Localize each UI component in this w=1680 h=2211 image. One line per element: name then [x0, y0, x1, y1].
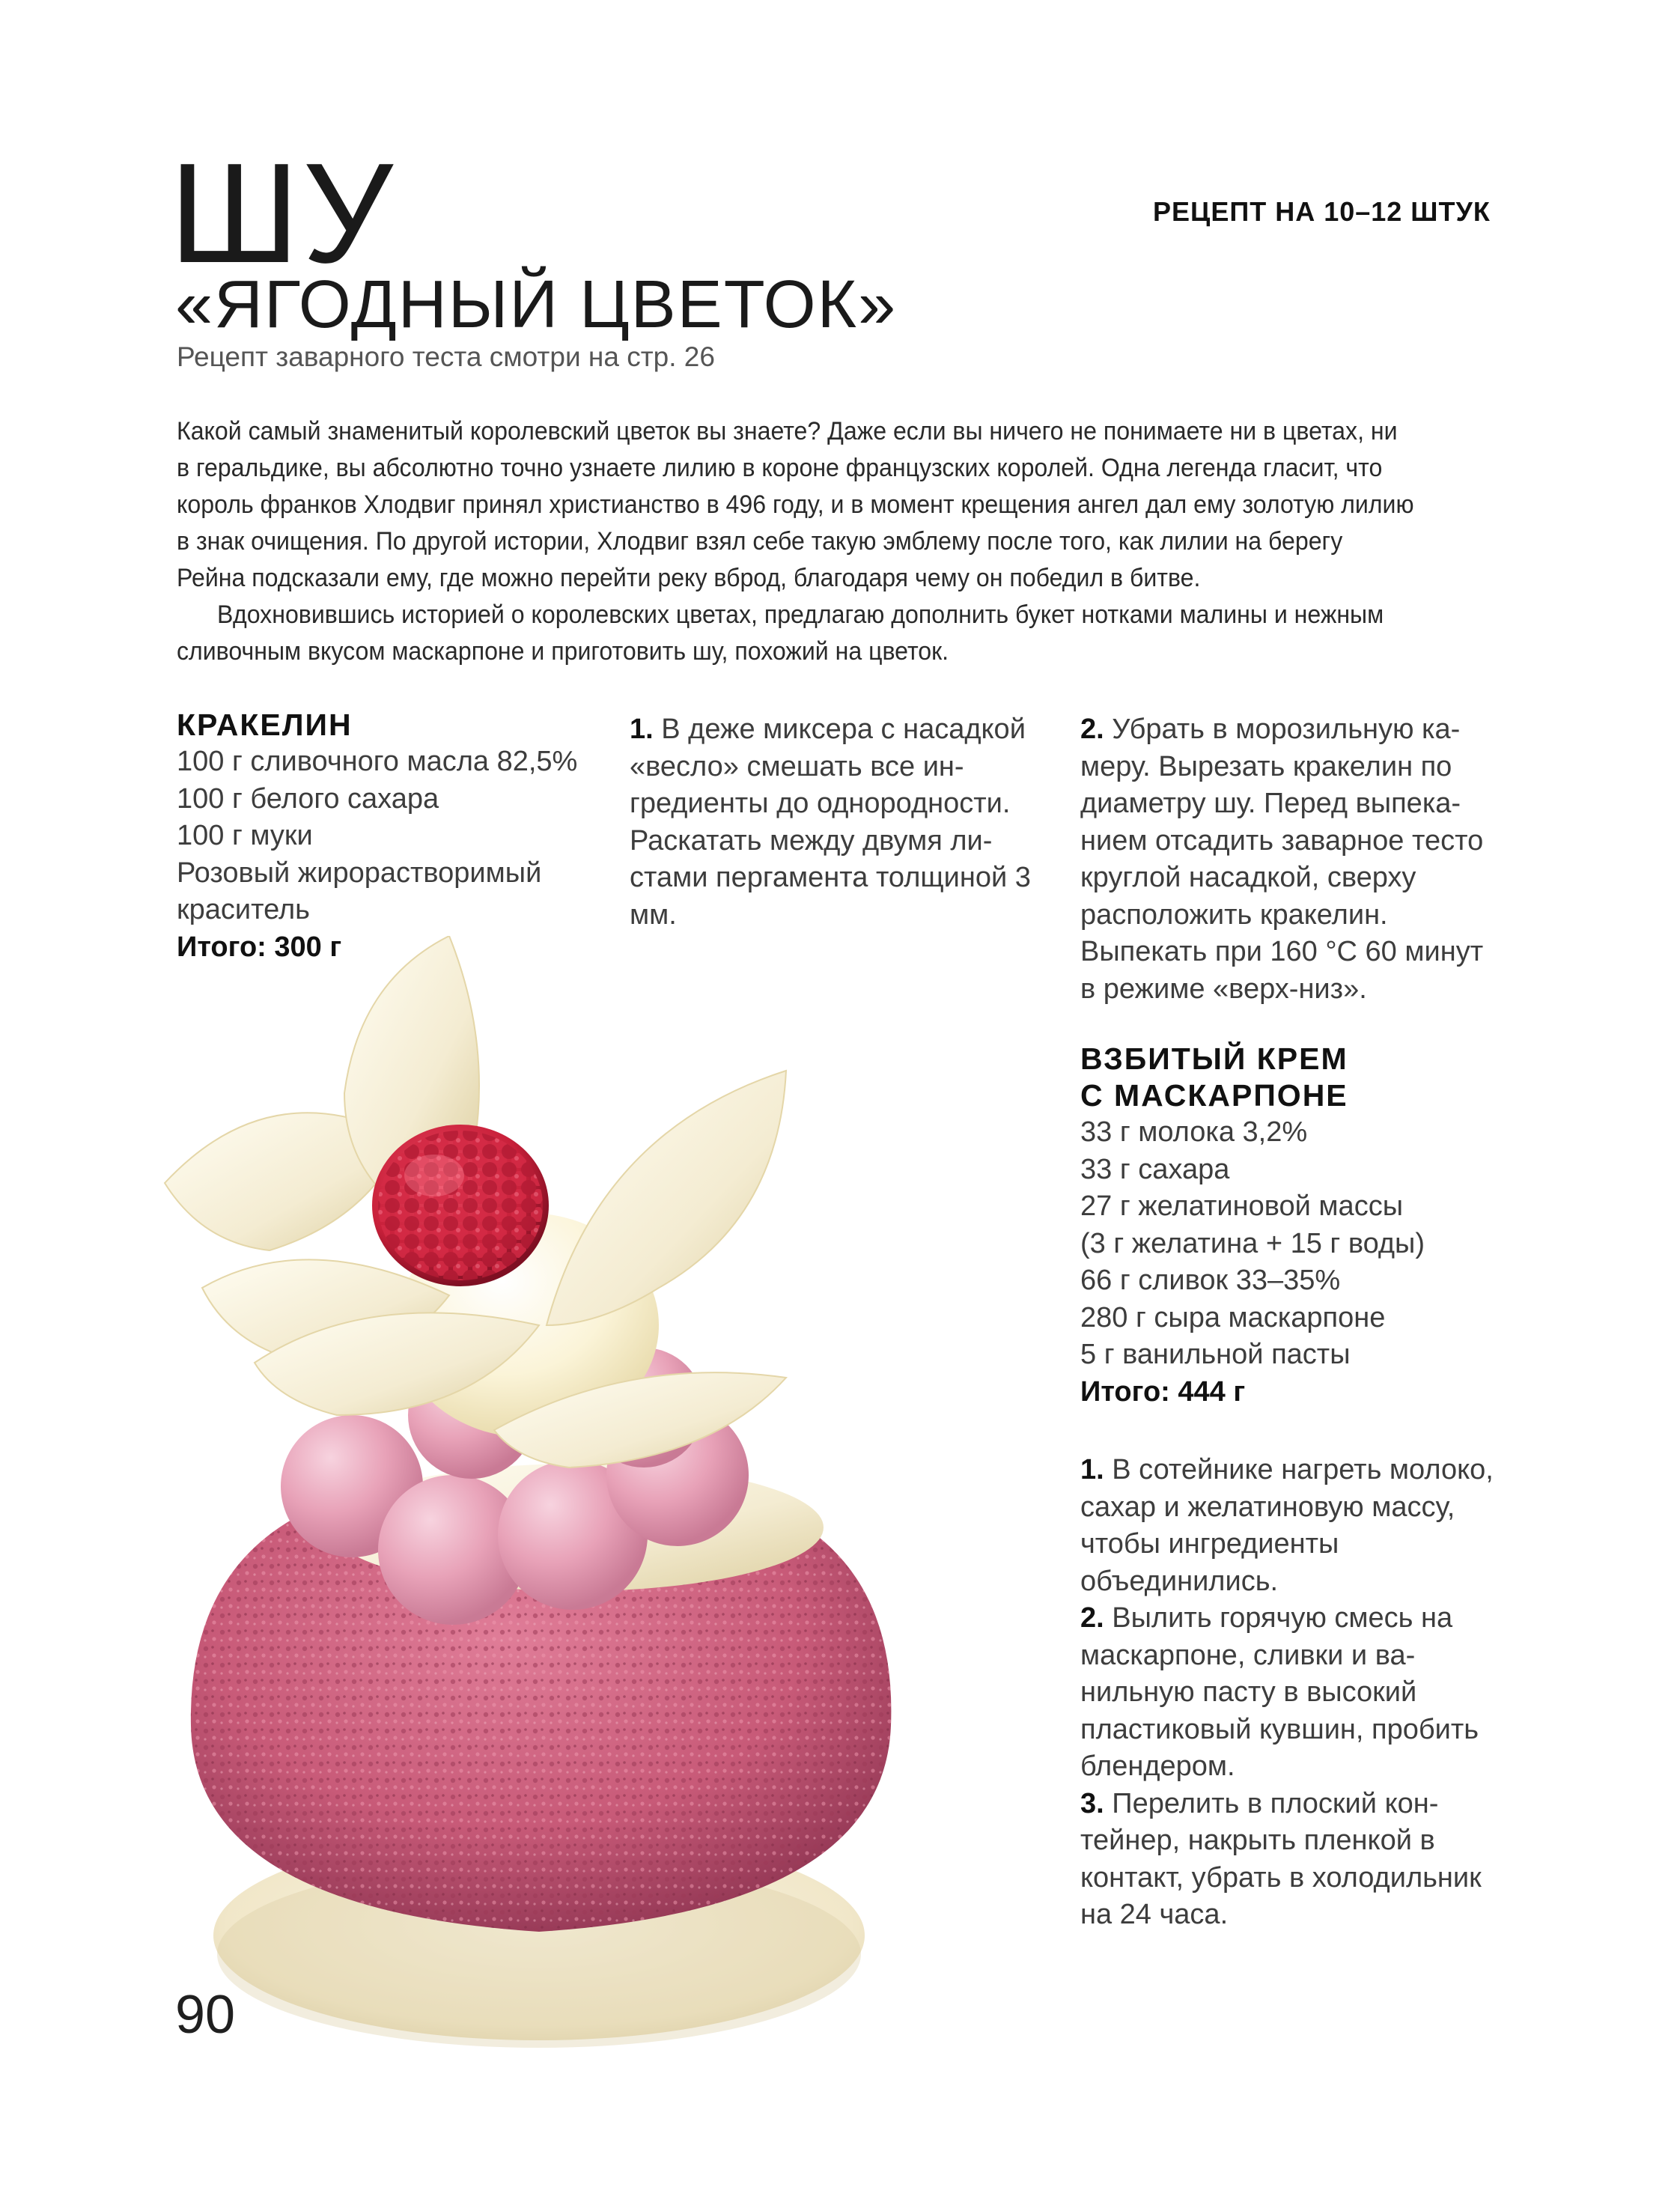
recipe-yield: РЕЦЕПТ НА 10–12 ШТУК: [1153, 196, 1491, 227]
dough-reference: Рецепт заварного теста смотри на стр. 26: [177, 341, 715, 372]
section-heading: КРАКЕЛИН: [177, 708, 353, 742]
method-step: [1080, 1600, 1500, 1786]
ingredient-line: (3 г желатина + 15 г воды): [1080, 1227, 1425, 1259]
page-number: 90: [175, 1985, 236, 2045]
ingredient-line: Розовый жирорастворимый краситель: [177, 857, 542, 925]
ingredient-line: 100 г белого сахара: [177, 782, 439, 815]
cream-steps: [1080, 1452, 1500, 1934]
step-text: Убрать в морозильную камеру. Вырезать кракелин по диаметру шу. Перед выпеканием отсадить заварное тесто круглой насадкой, сверху расположить кракелин. Выпекать при 160 °С 60 минут в режиме «верх-низ».: [1080, 714, 1484, 1005]
cream-ingredients: [1080, 1041, 1500, 1411]
intro-text: [177, 413, 1416, 670]
step-number: 2.: [1080, 714, 1104, 745]
step-text: В сотейнике нагреть молоко, сахар и желатиновую массу, чтобы ингредиенты объединились.: [1080, 1454, 1494, 1597]
ingredient-total: Итого: 300 г: [177, 931, 342, 963]
intro-paragraph: Какой самый знаменитый королевский цветок вы знаете? Даже если вы ничего не понимаете ни в цветах, ни в геральдике, вы абсолютно точно узнаете лилию в короне французских королей. Одна легенда гласит, что король франков Хлодвиг принял христианство в 496 году, и в момент крещения ангел дал ему золотую лилию в знак очищения. По другой истории, Хлодвиг взял себе такую эмблему после того, как лилии на берегу Рейна подсказали ему, где можно перейти реку вброд, благодаря чему он победил в битве.: [177, 417, 1414, 592]
choux-dessert-photo: [120, 936, 1003, 2104]
heading-line: С МАСКАРПОНЕ: [1080, 1078, 1348, 1113]
step-text: Вылить горячую смесь на маскарпоне, сливки и ванильную пасту в высокий пластиковый кувшин, пробить блендером.: [1080, 1602, 1479, 1782]
method-step: [1080, 1452, 1500, 1600]
ingredient-line: 5 г ванильной пасты: [1080, 1339, 1351, 1370]
step-text: В деже миксера с насадкой «весло» смешать все ингредиенты до однородности. Раскатать между двумя листами пергамента толщиной 3 мм.: [630, 714, 1031, 931]
craquelin-steps: [630, 711, 1049, 934]
step-number: 1.: [1080, 1454, 1104, 1485]
ingredient-line: 100 г сливочного масла 82,5%: [177, 746, 578, 777]
ingredient-line: 33 г молока 3,2%: [1080, 1116, 1308, 1148]
craquelin-ingredients: [177, 707, 596, 966]
section-heading: [1080, 1041, 1500, 1114]
ingredient-total: Итого: 444 г: [1080, 1375, 1246, 1408]
method-step: [1080, 1786, 1500, 1934]
ingredient-line: 33 г сахара: [1080, 1153, 1230, 1185]
ingredient-line: 280 г сыра маскарпоне: [1080, 1301, 1386, 1333]
step-number: 2.: [1080, 1602, 1104, 1634]
ingredient-line: 66 г сливок 33–35%: [1080, 1265, 1341, 1296]
step-text: Перелить в плоский контейнер, накрыть пленкой в контакт, убрать в холодильник на 24 часа.: [1080, 1787, 1482, 1930]
heading-line: ВЗБИТЫЙ КРЕМ: [1080, 1041, 1348, 1076]
craquelin-steps: [1080, 711, 1500, 1008]
page-title: ШУ: [169, 134, 396, 293]
ingredient-line: 27 г желатиновой массы: [1080, 1190, 1404, 1222]
step-number: 3.: [1080, 1787, 1104, 1819]
method-step: [630, 711, 1049, 934]
intro-paragraph: Вдохновившись историей о королевских цветах, предлагаю дополнить букет нотками малины и нежным сливочным вкусом маскарпоне и приготовить шу, похожий на цветок.: [177, 600, 1384, 666]
ingredient-line: 100 г муки: [177, 820, 313, 851]
method-step: [1080, 711, 1500, 1008]
page-subtitle: «ЯГОДНЫЙ ЦВЕТОК»: [175, 267, 898, 342]
step-number: 1.: [630, 714, 654, 745]
